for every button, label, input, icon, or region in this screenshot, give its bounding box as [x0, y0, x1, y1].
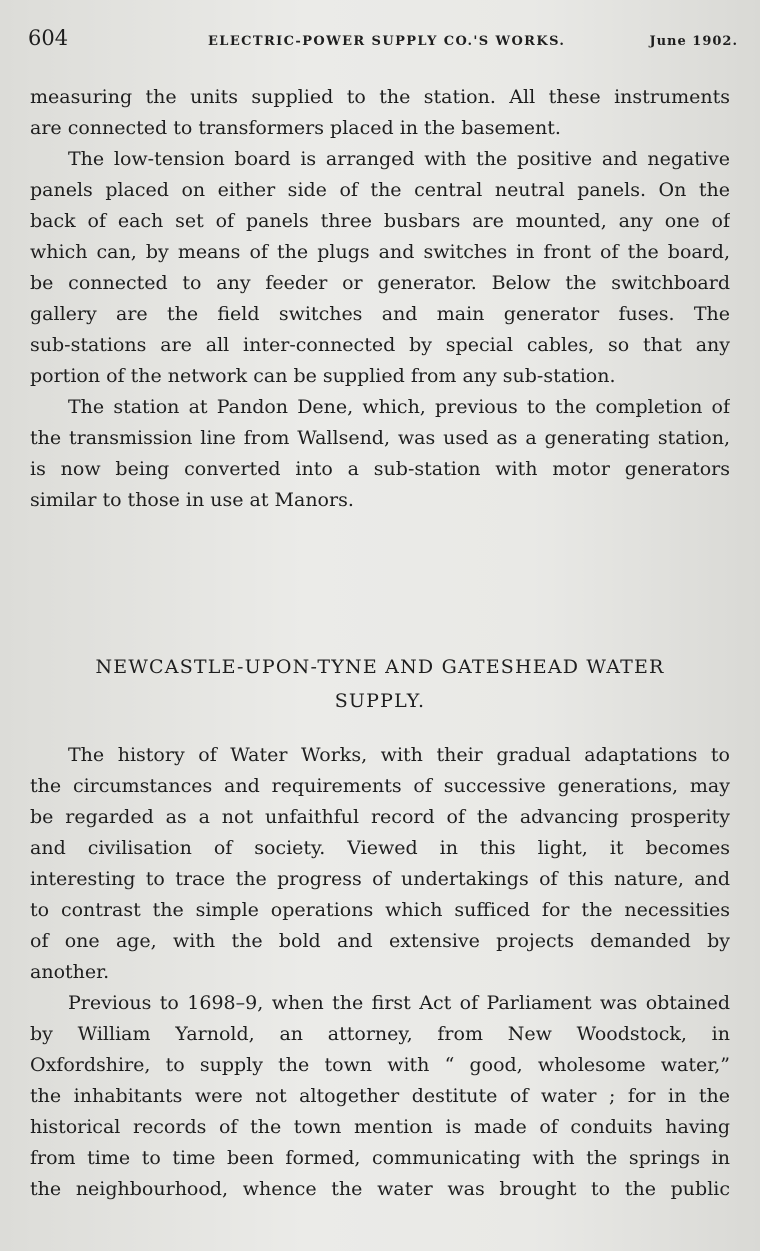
text-line: the inhabitants were not altogether destitute of water ; for in the — [30, 1085, 730, 1107]
top-text-block — [30, 82, 730, 516]
text-line: The low-tension board is arranged with the positive and negative — [68, 148, 730, 170]
text-line: by William Yarnold, an attorney, from New Woodstock, in — [30, 1023, 730, 1045]
text-line: panels placed on either side of the central neutral panels. On the — [30, 179, 730, 201]
text-line: to contrast the simple operations which sufficed for the necessities — [30, 899, 730, 921]
text-line: The history of Water Works, with their gradual adaptations to — [68, 744, 730, 766]
running-title: ELECTRIC-POWER SUPPLY CO.'S WORKS. — [208, 34, 566, 49]
page-number: 604 — [28, 26, 69, 50]
text-line: the circumstances and requirements of successive generations, may — [30, 775, 730, 797]
section-title — [30, 650, 730, 718]
text-line: back of each set of panels three busbars are mounted, any one of — [30, 210, 730, 232]
text-line: from time to time been formed, communicating with the springs in — [30, 1147, 730, 1169]
section-title-line-1: NEWCASTLE-UPON-TYNE AND GATESHEAD WATER — [95, 656, 665, 678]
bottom-text-block — [30, 740, 730, 1205]
text-line: and civilisation of society. Viewed in this light, it becomes — [30, 837, 730, 859]
section-title-line-2: SUPPLY. — [334, 690, 426, 712]
running-head — [28, 26, 738, 56]
text-line: Previous to 1698–9, when the first Act of Parliament was obtained — [68, 992, 730, 1014]
text-line: the transmission line from Wallsend, was used as a generating station, — [30, 427, 730, 449]
text-line: gallery are the field switches and main generator fuses. The — [30, 303, 730, 325]
text-line: be connected to any feeder or generator. Below the switchboard — [30, 272, 730, 294]
text-line: The station at Pandon Dene, which, previous to the completion of — [68, 396, 730, 418]
text-line: be regarded as a not unfaithful record of the advancing prosperity — [30, 806, 730, 828]
text-line: Oxfordshire, to supply the town with “ good, wholesome water,” — [30, 1054, 730, 1076]
text-line: similar to those in use at Manors. — [30, 489, 354, 511]
text-line: of one age, with the bold and extensive projects demanded by — [30, 930, 730, 952]
text-line: historical records of the town mention is made of conduits having — [30, 1116, 730, 1138]
text-line: portion of the network can be supplied from any sub-station. — [30, 365, 616, 387]
text-line: is now being converted into a sub-station with motor generators — [30, 458, 730, 480]
text-line: measuring the units supplied to the station. All these instruments — [30, 86, 730, 108]
text-line: sub-stations are all inter-connected by special cables, so that any — [30, 334, 730, 356]
text-line: are connected to transformers placed in the basement. — [30, 117, 561, 139]
text-line: which can, by means of the plugs and switches in front of the board, — [30, 241, 730, 263]
running-date: June 1902. — [649, 34, 738, 49]
text-line: another. — [30, 961, 110, 983]
text-line: interesting to trace the progress of undertakings of this nature, and — [30, 868, 730, 890]
text-line: the neighbourhood, whence the water was brought to the public — [30, 1178, 730, 1200]
